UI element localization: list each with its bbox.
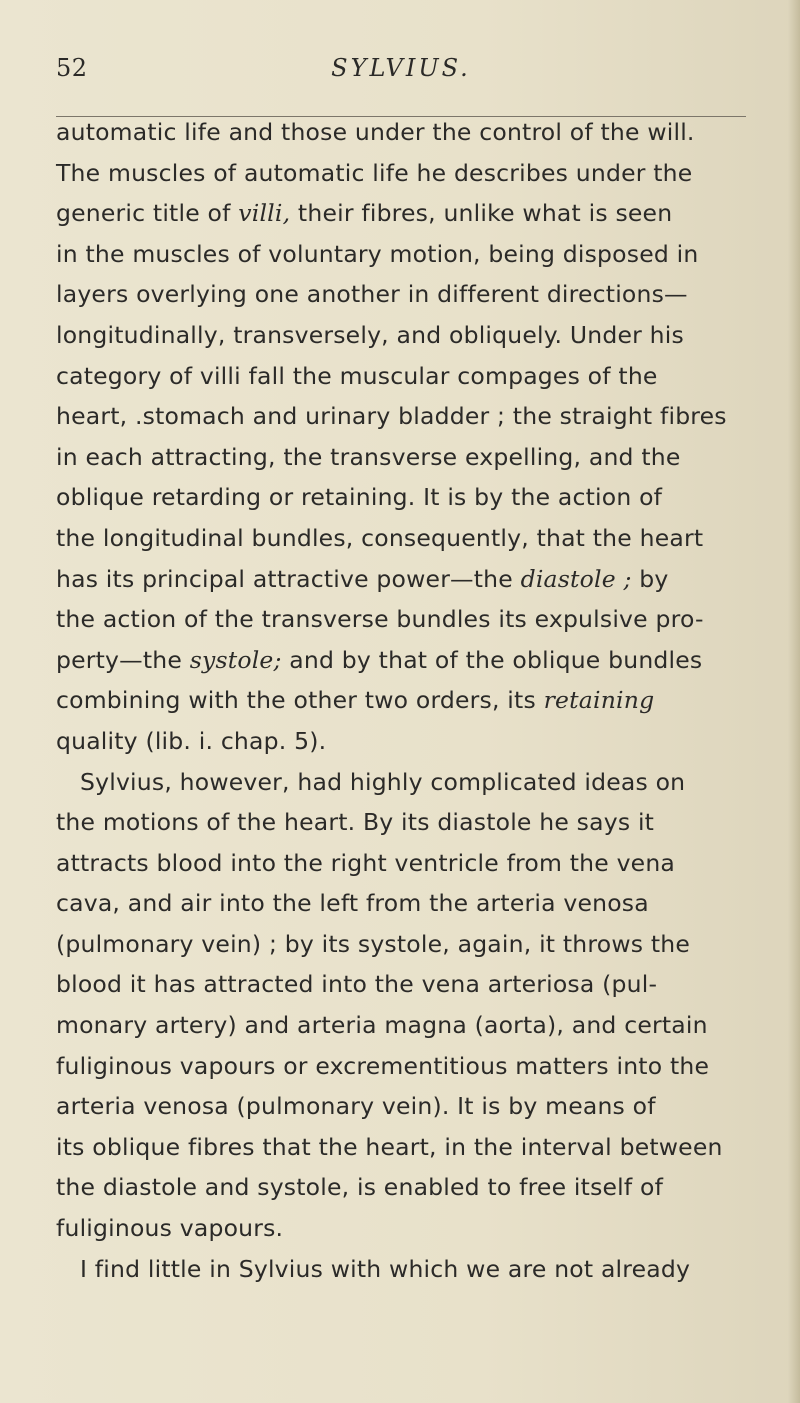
text-run: fuliginous vapours or excrementitious matters into the bbox=[56, 1051, 710, 1080]
text-line bbox=[56, 1005, 756, 1046]
text-line bbox=[56, 193, 756, 234]
text-line bbox=[56, 964, 756, 1005]
text-run: its oblique fibres that the heart, in the interval between bbox=[56, 1132, 723, 1161]
italic-text: diastole ; bbox=[520, 564, 632, 593]
text-line bbox=[56, 559, 756, 600]
text-line bbox=[56, 721, 756, 762]
text-run: fuliginous vapours. bbox=[56, 1214, 284, 1243]
italic-text: retaining bbox=[543, 686, 655, 715]
text-line bbox=[56, 396, 756, 437]
text-run: in each attracting, the transverse expelling, and the bbox=[56, 442, 681, 471]
text-run: blood it has attracted into the vena arteriosa (pul- bbox=[56, 970, 658, 999]
body-text bbox=[56, 112, 756, 1289]
text-line bbox=[56, 274, 756, 315]
text-line bbox=[56, 680, 756, 721]
text-line bbox=[56, 112, 756, 153]
text-line bbox=[56, 924, 756, 965]
text-line bbox=[56, 640, 756, 681]
text-run: attracts blood into the right ventricle from the vena bbox=[56, 848, 676, 877]
text-run: cava, and air into the left from the arteria venosa bbox=[56, 889, 649, 918]
text-run: and by that of the oblique bundles bbox=[281, 645, 703, 674]
text-line bbox=[56, 1167, 756, 1208]
text-run: the longitudinal bundles, consequently, that the heart bbox=[56, 523, 704, 552]
text-run: their fibres, unlike what is seen bbox=[290, 199, 673, 228]
text-run: The muscles of automatic life he describes under the bbox=[56, 158, 693, 187]
text-run: layers overlying one another in different directions— bbox=[56, 280, 688, 309]
italic-text: systole; bbox=[189, 645, 282, 674]
text-run: combining with the other two orders, its bbox=[56, 686, 544, 715]
text-run: has its principal attractive power—the bbox=[56, 564, 521, 593]
text-run: category of villi fall the muscular compages of the bbox=[56, 361, 658, 390]
page-edge bbox=[788, 0, 800, 1403]
text-line bbox=[56, 234, 756, 275]
text-line bbox=[56, 1208, 756, 1249]
text-line bbox=[56, 802, 756, 843]
text-line bbox=[56, 1249, 756, 1290]
text-run: perty—the bbox=[56, 645, 190, 674]
text-run: longitudinally, transversely, and obliquely. Under his bbox=[56, 320, 684, 349]
text-run: the diastole and systole, is enabled to free itself of bbox=[56, 1173, 664, 1202]
text-run: generic title of bbox=[56, 199, 239, 228]
text-line bbox=[56, 477, 756, 518]
text-run: monary artery) and arteria magna (aorta), and certain bbox=[56, 1011, 708, 1040]
text-line bbox=[56, 1086, 756, 1127]
page-header bbox=[56, 54, 746, 94]
text-run: the action of the transverse bundles its expulsive pro- bbox=[56, 605, 704, 634]
text-run: Sylvius, however, had highly complicated ideas on bbox=[80, 767, 686, 796]
text-line bbox=[56, 883, 756, 924]
page-number: 52 bbox=[56, 54, 88, 82]
running-title: SYLVIUS. bbox=[331, 54, 471, 82]
text-run: (pulmonary vein) ; by its systole, again, it throws the bbox=[56, 929, 691, 958]
text-line bbox=[56, 315, 756, 356]
text-run: I find little in Sylvius with which we are not already bbox=[80, 1254, 691, 1283]
text-line bbox=[56, 356, 756, 397]
text-line bbox=[56, 843, 756, 884]
text-line bbox=[56, 437, 756, 478]
text-line bbox=[56, 1127, 756, 1168]
text-run: heart, .stomach and urinary bladder ; the straight fibres bbox=[56, 402, 727, 431]
text-line bbox=[56, 1046, 756, 1087]
text-run: automatic life and those under the control of the will. bbox=[56, 118, 695, 146]
text-line bbox=[56, 153, 756, 194]
text-run: by bbox=[631, 564, 669, 593]
text-run: the motions of the heart. By its diastole he says it bbox=[56, 808, 655, 837]
text-run: in the muscles of voluntary motion, being disposed in bbox=[56, 239, 699, 268]
text-run: oblique retarding or retaining. It is by the action of bbox=[56, 483, 663, 512]
text-line bbox=[56, 518, 756, 559]
text-run: arteria venosa (pulmonary vein). It is by means of bbox=[56, 1092, 656, 1121]
text-line bbox=[56, 762, 756, 803]
italic-text: villi, bbox=[238, 199, 291, 228]
text-run: quality (lib. i. chap. 5). bbox=[56, 726, 327, 755]
text-line bbox=[56, 599, 756, 640]
